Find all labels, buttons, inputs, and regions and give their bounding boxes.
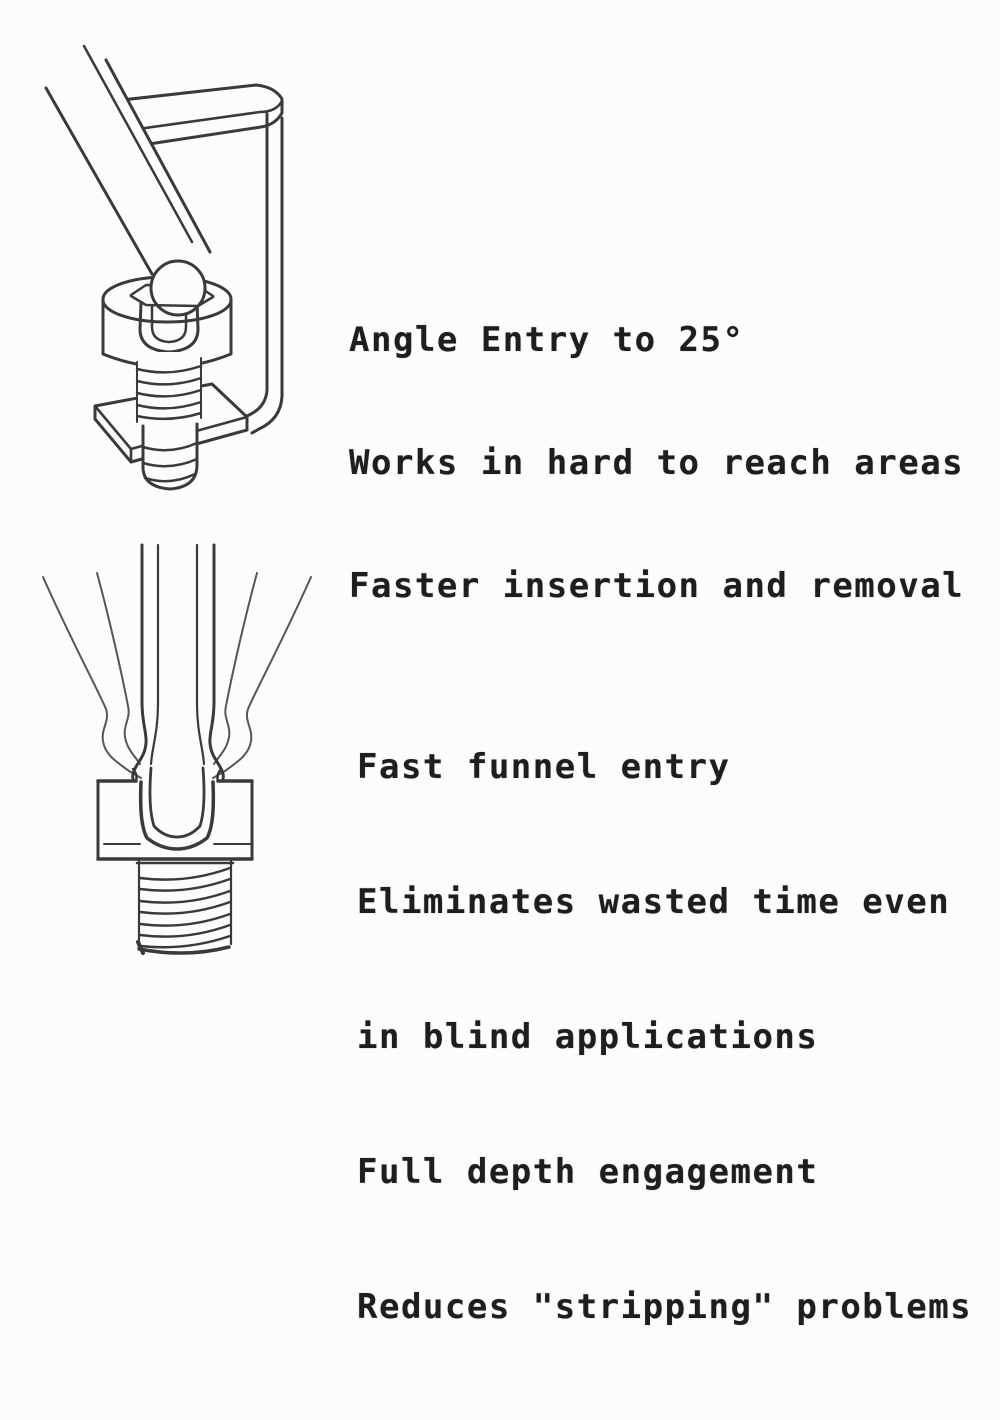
hex-key-angled <box>46 46 212 315</box>
feature-line: Faster insertion and removal <box>349 566 965 606</box>
hex-key-straight <box>133 545 224 782</box>
feature-line: Eliminates wasted time even <box>357 882 951 922</box>
angle-entry-feature-list <box>349 238 964 689</box>
feature-line: Full depth engagement <box>357 1152 819 1192</box>
funnel-entry-illustration <box>0 540 340 970</box>
angled-entry-illustration <box>0 0 340 520</box>
funnel-guide-lines <box>43 573 311 778</box>
feature-line: Works in hard to reach areas <box>349 443 965 483</box>
feature-line: Fast funnel entry <box>357 747 731 787</box>
funnel-entry-feature-list <box>357 655 972 1420</box>
bracket-arm <box>243 114 282 433</box>
feature-line: in blind applications <box>357 1017 819 1057</box>
bolt-head <box>98 768 252 860</box>
feature-line: Reduces "stripping" problems <box>357 1287 973 1327</box>
bolt-threads <box>137 861 233 953</box>
feature-line: Angle Entry to 25° <box>349 320 745 360</box>
